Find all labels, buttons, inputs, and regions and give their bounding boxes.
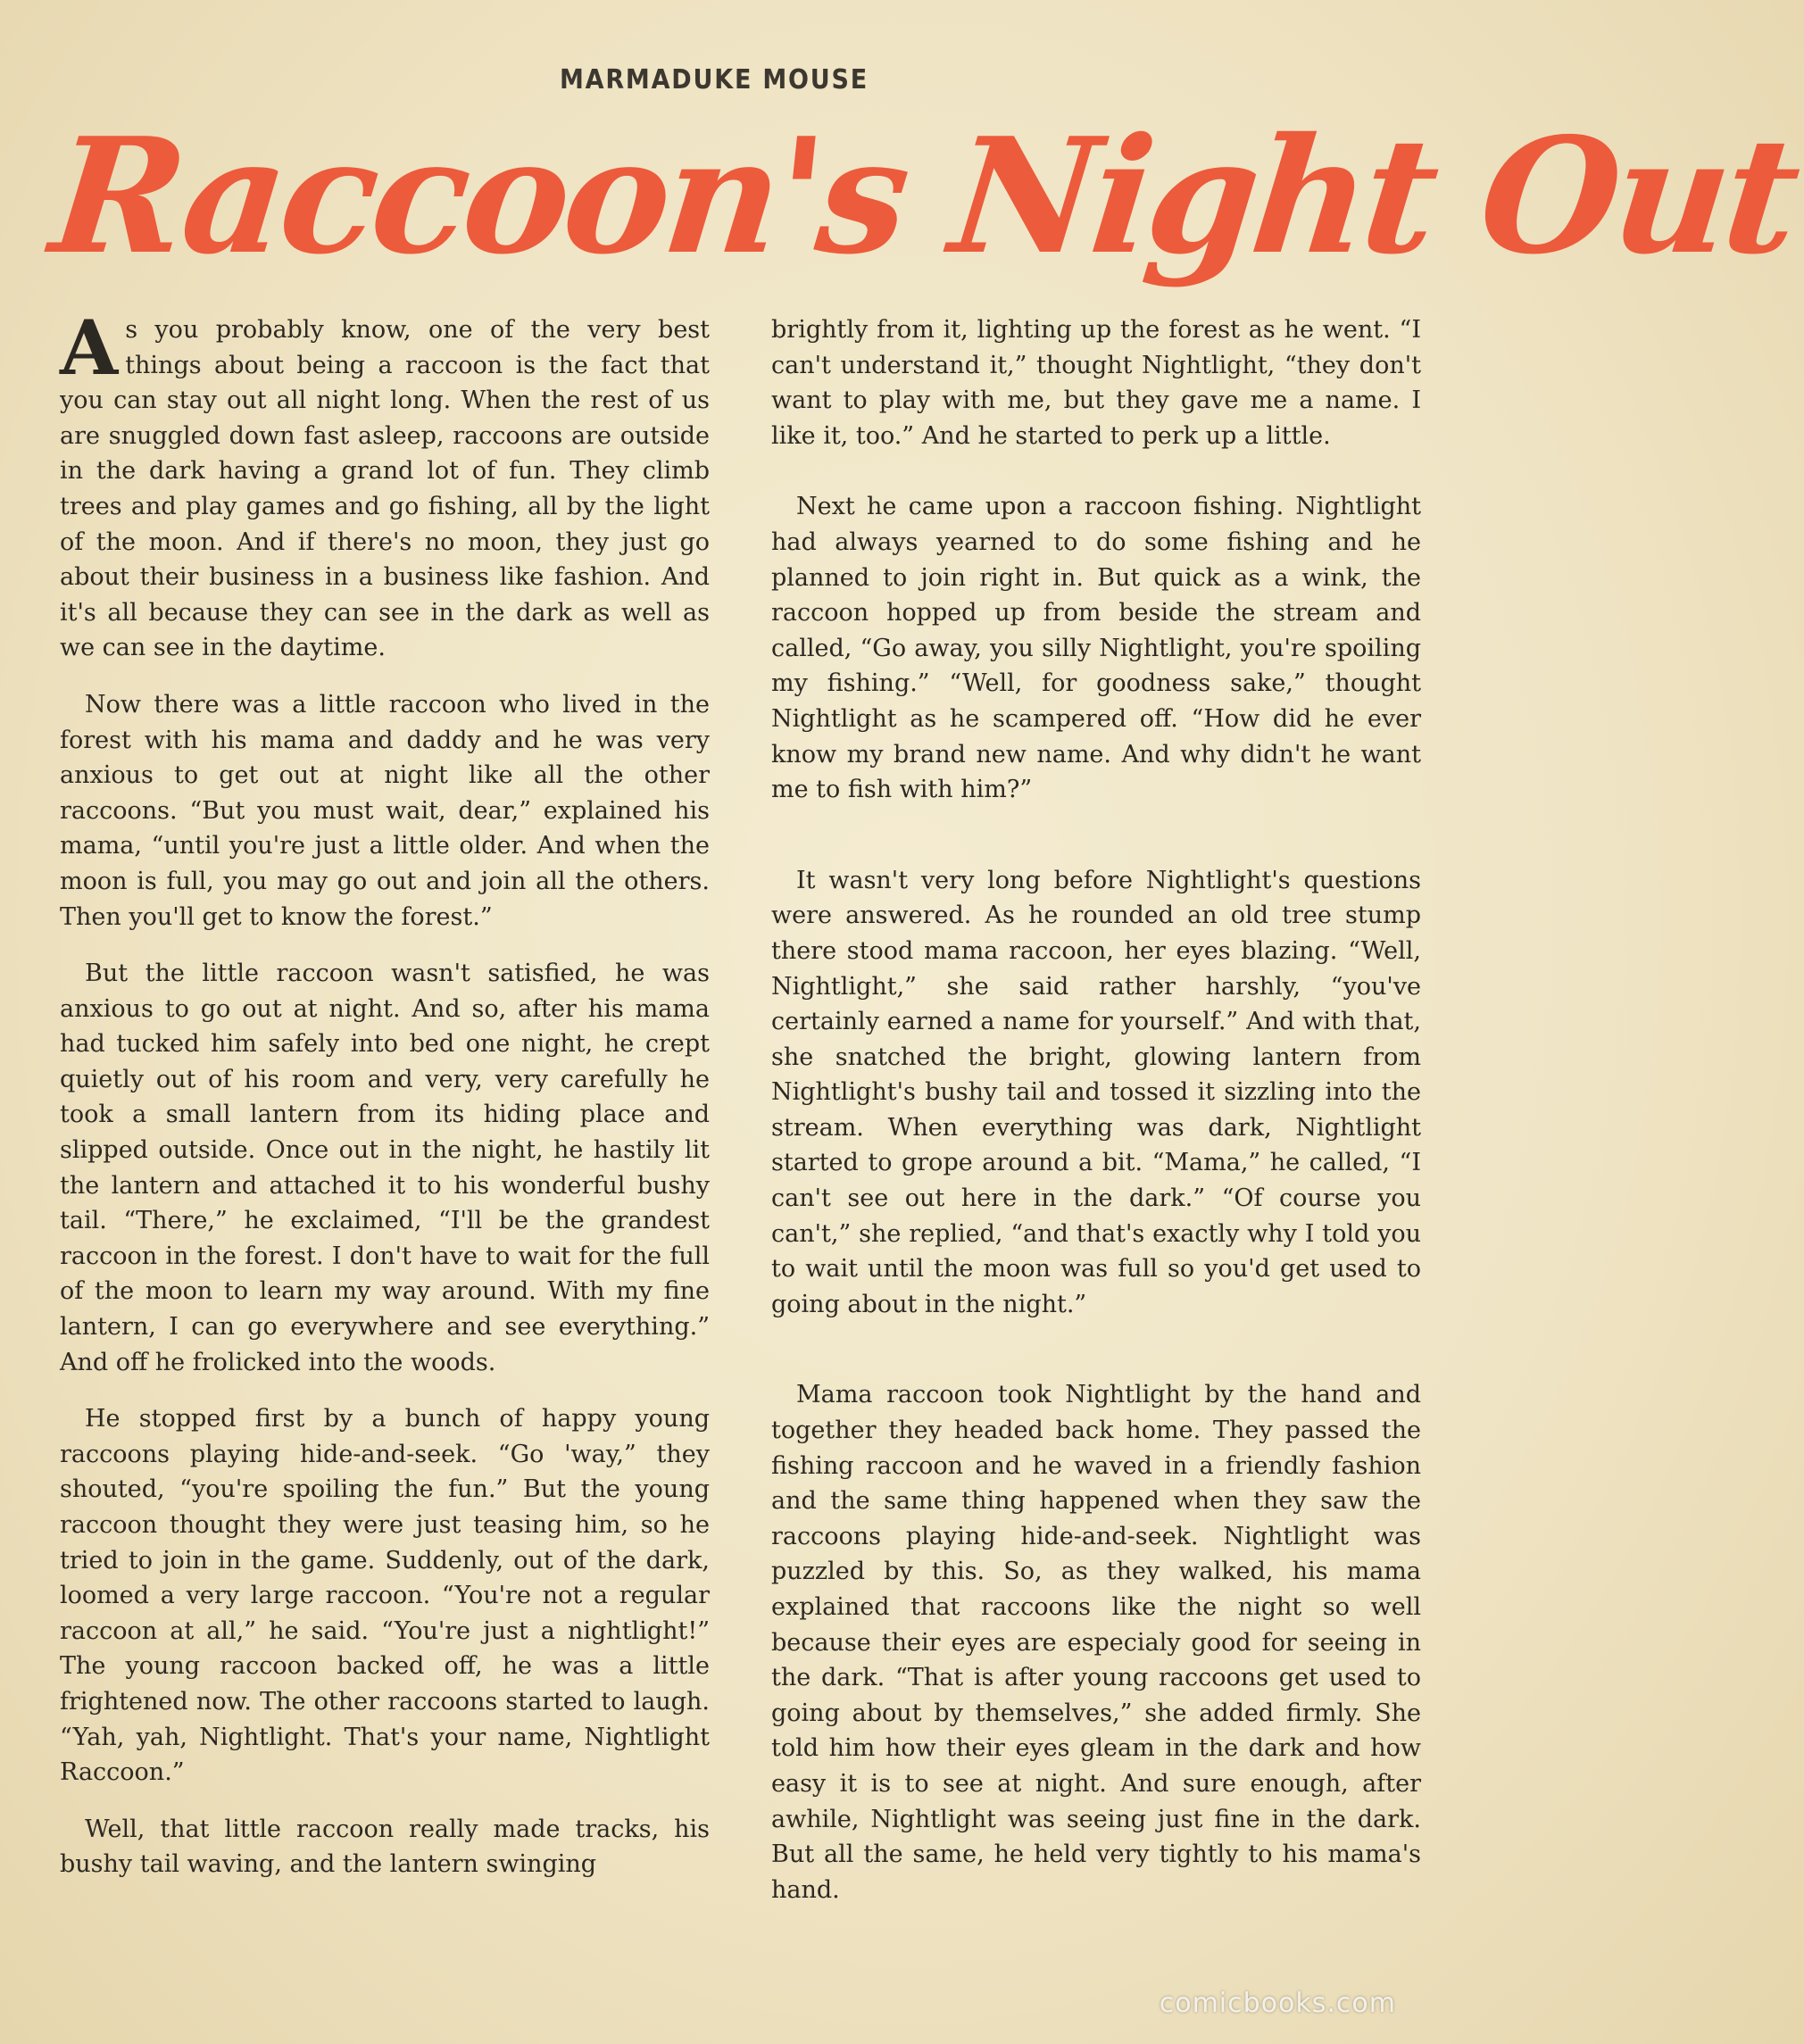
site-watermark: comicbooks.com <box>1159 1988 1396 2019</box>
paragraph-1-text: s you probably know, one of the very best things about being a raccoon is the fact that you can stay out all night long. When the rest of us are snuggled down fast asleep, raccoons are outside in the dark having a grand lot of fun. They climb trees and play games and go fishing, all by the light of the moon. And if there's no moon, they just go about their business in a business like fashion. And it's all because they can see in the dark as well as we can see in the daytime. <box>60 316 710 662</box>
paragraph-5: Well, that little raccoon really made tracks, his bushy tail waving, and the lantern swinging <box>60 1815 710 1879</box>
series-title: MARMADUKE MOUSE <box>559 64 869 96</box>
paragraph-1 <box>60 303 710 666</box>
paragraph-3: But the little raccoon wasn't satisfied, he was anxious to go out at night. And so, after his mama had tucked him safely into bed one night, he crept quietly out of his room and very, very carefully he took a small lantern from its hiding place and slipped outside. Once out in the night, he hastily lit the lantern and attached it to his wonderful bushy tail. “There,” he exclaimed, “I'll be the grandest raccoon in the forest. I don't have to wait for the full of the moon to learn my way around. With my fine lantern, I can go everywhere and see everything.” And off he frolicked into the woods. <box>60 960 710 1376</box>
paragraph-6: brightly from it, lighting up the forest as he went. “I can't understand it,” thought Nightlight, “they don't want to play with me, but they gave me a name. I like it, too.” And he started to perk up a little. <box>771 316 1421 450</box>
drop-cap: A <box>60 303 119 392</box>
paragraph-2: Now there was a little raccoon who lived in the forest with his mama and daddy and he was very anxious to get out at night like all the other raccoons. “But you must wait, dear,” explained his mama, “until you're just a little older. And when the moon is full, you may go out and join all the others. Then you'll get to know the forest.” <box>60 690 710 931</box>
paragraph-7: Next he came upon a raccoon fishing. Nightlight had always yearned to do some fishing and he planned to join right in. But quick as a wink, the raccoon hopped up from beside the stream and called, “Go away, you silly Nightlight, you're spoiling my fishing.” “Well, for goodness sake,” thought Nightlight as he scampered off. “How did he ever know my brand new name. And why didn't he want me to fish with him?” <box>771 493 1421 804</box>
story-title: Raccoon's Night Out <box>44 103 1803 289</box>
paragraph-4: He stopped first by a bunch of happy young raccoons playing hide-and-seek. “Go 'way,” they shouted, “you're spoiling the fun.” But the young raccoon thought they were just teasing him, so he tried to join in the game. Suddenly, out of the dark, loomed a very large raccoon. “You're not a regular raccoon at all,” he said. “You're just a nightlight!” The young raccoon backed off, he was a little frightened now. The other raccoons started to laugh. “Yah, yah, Nightlight. That's your name, Nightlight Raccoon.” <box>60 1405 710 1787</box>
paragraph-8: It wasn't very long before Nightlight's questions were answered. As he rounded an old tree stump there stood mama raccoon, her eyes blazing. “Well, Nightlight,” she said rather harshly, “you've certainly earned a name for yourself.” And with that, she snatched the bright, glowing lantern from Nightlight's bushy tail and tossed it sizzling into the stream. When everything was dark, Nightlight started to grope around a bit. “Mama,” he called, “I can't see out here in the dark.” “Of course you can't,” she replied, “and that's exactly why I told you to wait until the moon was full so you'd get used to going about in the night.” <box>771 866 1421 1318</box>
paragraph-9: Mama raccoon took Nightlight by the hand and together they headed back home. They passed the fishing raccoon and he waved in a friendly fashion and the same thing happened when they saw the raccoons playing hide-and-seek. Nightlight was puzzled by this. So, as they walked, his mama explained that raccoons like the night so well because their eyes are especialy good for seeing in the dark. “That is after young raccoons get used to going about by themselves,” she added firmly. She told him how their eyes gleam in the dark and how easy it is to see at night. And sure enough, after awhile, Nightlight was seeing just fine in the dark. But all the same, he held very tightly to his mama's hand. <box>771 1381 1421 1904</box>
left-column <box>60 303 710 1882</box>
right-column <box>771 312 1421 1907</box>
